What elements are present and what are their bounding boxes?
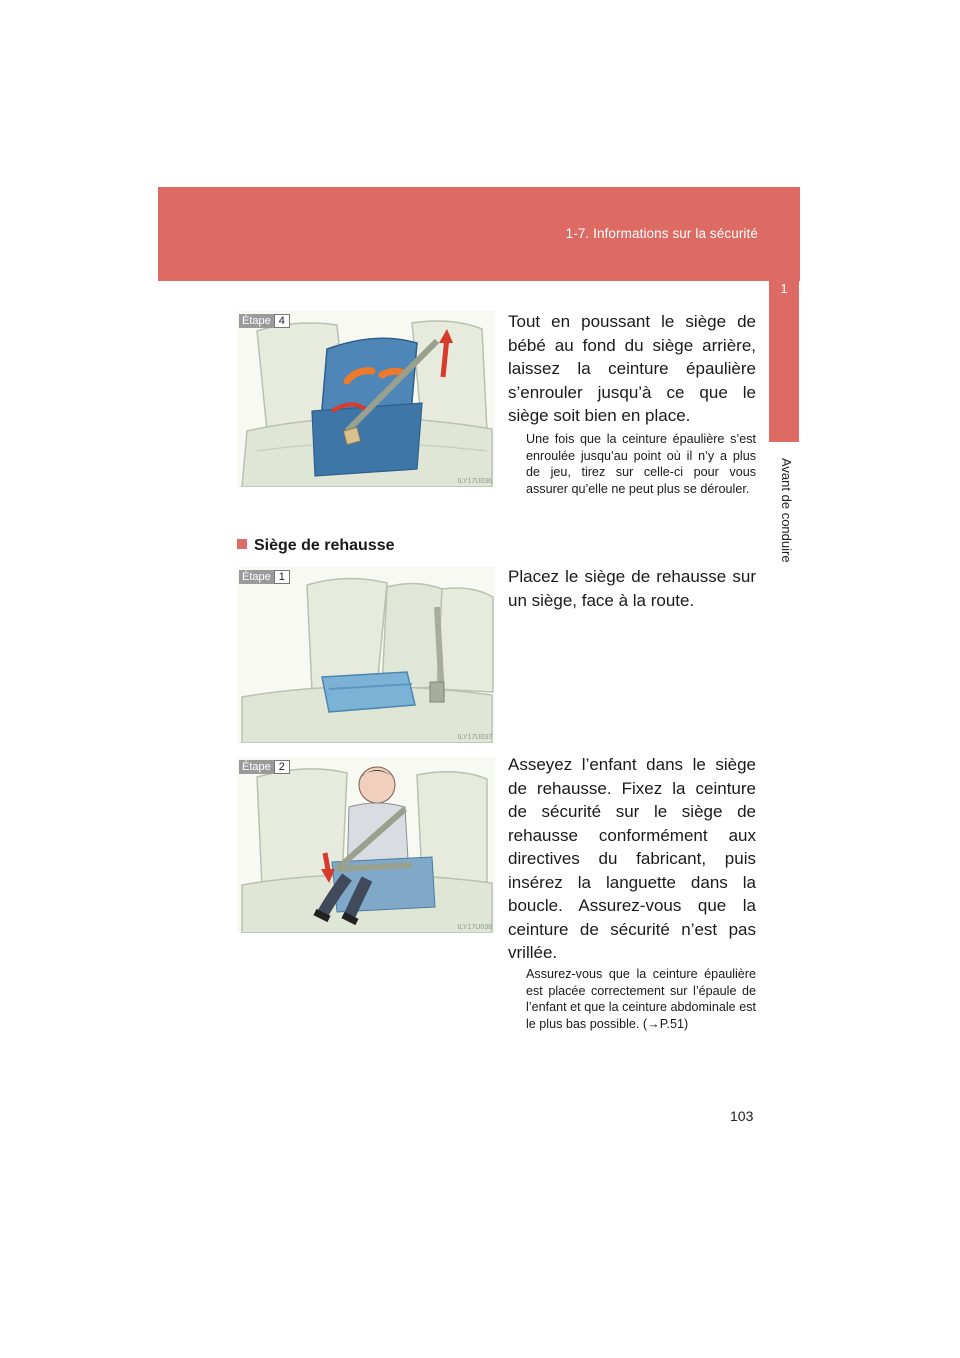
step-badge-number: 1 <box>274 570 290 584</box>
figure-code: ILY17U036 <box>457 478 492 485</box>
step-badge <box>239 570 290 584</box>
step-4-note: Une fois que la ceinture épaulière s’est enroulée jusqu’au point où il n’y a plus de jeu, tirez sur celle-ci pour vous assurer qu’elle ne peut plus se dérouler. <box>526 432 756 496</box>
chapter-number: 1 <box>780 281 788 296</box>
figure-step-1 <box>237 567 495 743</box>
step-2-text: Asseyez l’enfant dans le siège de rehausse. Fixez la ceinture de sécurité sur le siège de rehausse conformément aux directives du fabricant, puis insérez la languette dans la boucle. Assurez-vous que la ceinture de sécurité n’est pas vrillée. <box>508 755 756 962</box>
figure-code: ILY17U037 <box>457 734 492 741</box>
step-badge-number: 4 <box>274 314 290 328</box>
seat-illustration <box>237 567 495 743</box>
seat-illustration <box>237 311 495 487</box>
header-band <box>158 187 800 281</box>
step-4-text: Tout en poussant le siège de bébé au fond du siège arrière, laissez la ceinture épaulière s’enrouler jusqu’à ce que le siège soit bien en place. <box>508 312 756 425</box>
chapter-label: Avant de conduire <box>779 458 794 563</box>
step-badge-label: Étape <box>239 760 274 774</box>
step-badge <box>239 314 290 328</box>
figure-code: ILY17U038 <box>457 924 492 931</box>
section-heading <box>237 537 395 555</box>
square-bullet-icon <box>237 539 247 549</box>
seat-illustration <box>237 757 495 933</box>
page-number: 103 <box>730 1108 754 1124</box>
section-title: 1-7. Informations sur la sécurité <box>565 226 758 241</box>
step-badge <box>239 760 290 774</box>
step-badge-label: Étape <box>239 314 274 328</box>
chapter-tab <box>769 187 799 442</box>
step-badge-label: Étape <box>239 570 274 584</box>
figure-step-4 <box>237 311 495 487</box>
chapter-label-wrap <box>776 458 794 608</box>
step-1-text: Placez le siège de rehausse sur un siège, face à la route. <box>508 567 756 610</box>
step-badge-number: 2 <box>274 760 290 774</box>
figure-step-2 <box>237 757 495 933</box>
step-2-note: Assurez-vous que la ceinture épaulière est placée correctement sur l’épaule de l’enfant et que la ceinture abdominale est le plus bas possible. (→P.51) <box>526 967 756 1031</box>
section-heading-text: Siège de rehausse <box>254 537 395 554</box>
